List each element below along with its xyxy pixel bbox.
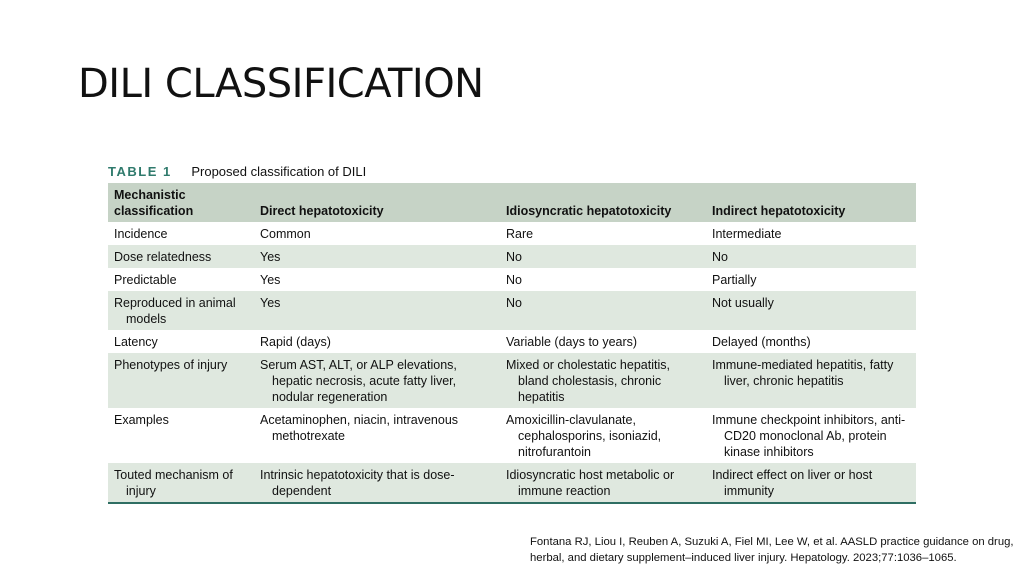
table-cell: Amoxicillin-clavulanate, cephalosporins, isoniazid, nitrofurantoin	[506, 413, 662, 459]
row-label: Examples	[114, 413, 169, 427]
dili-classification-table	[108, 183, 916, 504]
table-row	[108, 408, 916, 463]
header-indirect-hepatotoxicity: Indirect hepatotoxicity	[712, 204, 846, 218]
row-label: Dose relatedness	[114, 250, 212, 264]
table-cell: No	[712, 250, 728, 264]
citation: Fontana RJ, Liou I, Reuben A, Suzuki A, Fiel MI, Lee W, et al. AASLD practice guidance on drug, herbal, and dietary supplement–induced liver injury. Hepatology. 2023;77:1036–1065.	[530, 536, 1014, 564]
table-cell: Yes	[260, 273, 281, 287]
row-label: Phenotypes of injury	[114, 358, 228, 372]
table-cell: Intrinsic hepatotoxicity that is dose-dependent	[260, 468, 455, 498]
table-label: TABLE 1	[108, 164, 172, 179]
table-header-row	[108, 183, 916, 222]
table-row	[108, 268, 916, 291]
header-mechanistic-classification: Mechanistic classification	[114, 188, 194, 218]
table-row	[108, 463, 916, 503]
table-cell: Variable (days to years)	[506, 335, 638, 349]
header-direct-hepatotoxicity: Direct hepatotoxicity	[260, 204, 384, 218]
table-cell: No	[506, 273, 522, 287]
table-cell: Rapid (days)	[260, 335, 331, 349]
table-caption-text: Proposed classification of DILI	[191, 164, 367, 179]
table-cell: Mixed or cholestatic hepatitis, bland cholestasis, chronic hepatitis	[506, 358, 670, 404]
row-label: Incidence	[114, 227, 168, 241]
table-row	[108, 245, 916, 268]
table-cell: No	[506, 250, 522, 264]
table-row	[108, 222, 916, 245]
table-cell: Immune checkpoint inhibitors, anti-CD20 monoclonal Ab, protein kinase inhibitors	[712, 413, 906, 459]
table-cell: Rare	[506, 227, 534, 241]
table-row	[108, 291, 916, 330]
table-cell: Partially	[712, 273, 757, 287]
table-cell: Intermediate	[712, 227, 782, 241]
table-row	[108, 353, 916, 408]
table-cell: Common	[260, 227, 311, 241]
row-label: Latency	[114, 335, 158, 349]
table-cell: Idiosyncratic host metabolic or immune reaction	[506, 468, 675, 498]
table-row	[108, 330, 916, 353]
table-caption	[108, 163, 366, 181]
table-cell: Delayed (months)	[712, 335, 811, 349]
table-cell: Indirect effect on liver or host immunity	[712, 468, 873, 498]
header-idiosyncratic-hepatotoxicity: Idiosyncratic hepatotoxicity	[506, 204, 672, 218]
row-label: Touted mechanism of injury	[114, 468, 233, 498]
table-cell: Yes	[260, 296, 281, 310]
table-cell: Serum AST, ALT, or ALP elevations, hepatic necrosis, acute fatty liver, nodular regeneration	[260, 358, 457, 404]
table-cell: Acetaminophen, niacin, intravenous methotrexate	[260, 413, 459, 443]
row-label: Predictable	[114, 273, 177, 287]
table-cell: Immune-mediated hepatitis, fatty liver, chronic hepatitis	[712, 358, 894, 388]
table-cell: Yes	[260, 250, 281, 264]
table-cell: Not usually	[712, 296, 774, 310]
row-label: Reproduced in animal models	[114, 296, 236, 326]
table-cell: No	[506, 296, 522, 310]
slide-title: DILI CLASSIFICATION	[78, 61, 484, 107]
